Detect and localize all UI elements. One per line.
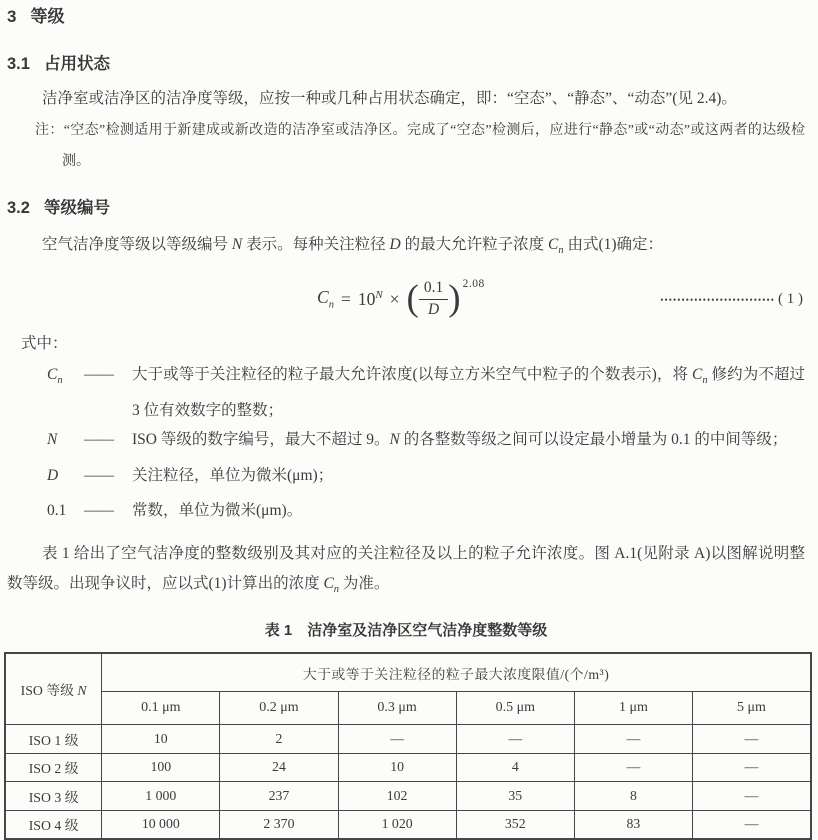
definition-symbol: 0.1: [47, 502, 67, 520]
table-cell: —: [693, 753, 812, 782]
header-iso-class: ISO 等级 N: [5, 653, 102, 725]
table-cell: 102: [338, 782, 456, 811]
row-label: ISO 3 级: [5, 782, 102, 811]
close-paren: ): [448, 278, 461, 320]
formula-lhs: $C_n$: [317, 287, 334, 311]
table-cell: 35: [456, 782, 574, 811]
table-row: [5, 753, 811, 782]
formula-base: $10^N$: [357, 288, 383, 309]
definition-dash: ——: [84, 502, 113, 520]
definition-text: 大于或等于关注粒径的粒子最大允许浓度(以每立方米空气中粒子的个数表示)，将 $C_n$ 修约为不超过 3 位有效数字的整数；: [132, 366, 805, 419]
header-0-2um: 0.2 μm: [220, 692, 338, 725]
definition-list: [7, 360, 805, 532]
var-N: N: [231, 236, 243, 253]
header-0-1um: 0.1 μm: [102, 692, 220, 725]
section-32-number: 3.2: [7, 199, 30, 217]
definition-text: 常数，单位为微米(μm)。: [132, 502, 303, 520]
table-cell: 10: [338, 753, 456, 782]
definition-D: [47, 461, 805, 497]
section-31-number: 3.1: [7, 55, 30, 73]
table-cell: —: [693, 725, 812, 754]
header-5um: 5 μm: [693, 692, 812, 725]
table-row: [5, 782, 811, 811]
header-0-3um: 0.3 μm: [338, 692, 456, 725]
section-3-number: 3: [7, 7, 17, 26]
definition-symbol: $C_n$: [47, 366, 63, 387]
var-D: D: [389, 236, 401, 253]
note-paragraph: [7, 115, 805, 177]
var-Cn: C: [323, 574, 334, 592]
table-cell: —: [338, 725, 456, 754]
table-cell: —: [574, 725, 692, 754]
lead-text: 空气洁净度等级以等级编号: [42, 236, 232, 253]
header-concentration-limits: 大于或等于关注粒径的粒子最大浓度限值/(个/m³): [102, 653, 811, 692]
table-cell: 1 000: [102, 782, 220, 811]
definition-symbol: N: [47, 431, 58, 449]
closing-text: 表 1 给出了空气洁净度的整数级别及其对应的关注粒径及以上的粒子允许浓度。图 A.1(见附录 A)以图解说明整数等级。出现争议时，应以式(1)计算出的浓度: [7, 544, 805, 592]
section-3-title: 等级: [30, 7, 65, 26]
table-cell: 10 000: [102, 810, 220, 839]
table-cell: 2: [220, 725, 338, 754]
header-1um: 1 μm: [574, 692, 692, 725]
fraction: [419, 279, 448, 319]
definition-0-1: [47, 496, 805, 532]
lead-paragraph: [7, 230, 805, 266]
equation-leader: [660, 291, 805, 308]
definition-Cn: [47, 360, 805, 425]
closing-paragraph: [7, 539, 805, 605]
table-caption-title: 洁净室及洁净区空气洁净度整数等级: [307, 622, 548, 640]
definition-dash: ——: [84, 431, 113, 449]
table-cell: 10: [102, 725, 220, 754]
fraction-denominator: D: [427, 300, 440, 318]
table-cell: 2 370: [220, 810, 338, 839]
equation-number: ( 1 ): [778, 290, 803, 307]
var-Cn-sub: n: [333, 584, 340, 596]
note-label: 注：: [35, 123, 64, 138]
occupancy-paragraph: 洁净室或洁净区的洁净度等级，应按一种或几种占用状态确定，即：“空态”、“静态”、“动态”(见 2.4)。: [42, 90, 737, 107]
table-cell: 83: [574, 810, 692, 839]
row-label: ISO 1 级: [5, 725, 102, 754]
section-32-title: 等级编号: [43, 199, 110, 217]
section-31-heading: [7, 54, 805, 75]
table-cell: —: [456, 725, 574, 754]
table-cell: —: [693, 810, 812, 839]
table-cell: 8: [574, 782, 692, 811]
where-label: 式中：: [21, 335, 68, 353]
formula-expression: [317, 277, 485, 321]
table-cell: 352: [456, 810, 574, 839]
var-Cn: C: [547, 236, 559, 253]
table-row: [5, 810, 811, 839]
exponent: 2.08: [462, 278, 485, 291]
definition-symbol: D: [47, 466, 59, 484]
table-cell: 24: [220, 753, 338, 782]
equation-1: [7, 273, 805, 325]
times-sign: ×: [389, 288, 400, 309]
table-cell: 100: [102, 753, 220, 782]
table-caption: [7, 619, 805, 640]
section-31-title: 占用状态: [43, 55, 110, 73]
table-row: [5, 725, 811, 754]
section-32-heading: [7, 198, 805, 219]
lead-text: 由式(1)确定：: [563, 236, 664, 253]
definition-dash: ——: [84, 366, 113, 384]
cleanliness-class-table: [4, 652, 812, 840]
fraction-numerator: 0.1: [419, 279, 448, 300]
dot-leader: •••••••••••••••••••••••••••: [660, 295, 775, 306]
open-paren: (: [406, 278, 419, 320]
equals-sign: =: [340, 288, 351, 309]
lead-text: 的最大允许粒子浓度: [400, 236, 548, 253]
table-cell: 1 020: [338, 810, 456, 839]
row-label: ISO 2 级: [5, 753, 102, 782]
definition-dash: ——: [84, 466, 113, 484]
definition-text: 关注粒径，单位为微米(μm)；: [132, 466, 334, 484]
closing-text: 为准。: [339, 574, 390, 592]
section-3-heading: [7, 6, 805, 28]
var-Cn-sub: n: [558, 245, 564, 257]
table-cell: 4: [456, 753, 574, 782]
note-text: “空态”检测适用于新建成或新改造的洁净室或洁净区。完成了“空态”检测后，应进行“静态”或“动态”或这两者的达级检测。: [62, 123, 805, 169]
header-0-5um: 0.5 μm: [456, 692, 574, 725]
table-caption-label: 表 1: [264, 622, 293, 640]
table-cell: 237: [220, 782, 338, 811]
table-cell: —: [574, 753, 692, 782]
table-cell: —: [693, 782, 812, 811]
lead-text: 表示。每种关注粒径: [242, 236, 390, 253]
row-label: ISO 4 级: [5, 810, 102, 839]
definition-text: ISO 等级的数字编号，最大不超过 9。N 的各整数等级之间可以设定最小增量为 0.1 的中间等级；: [132, 431, 788, 449]
definition-N: [47, 425, 805, 461]
